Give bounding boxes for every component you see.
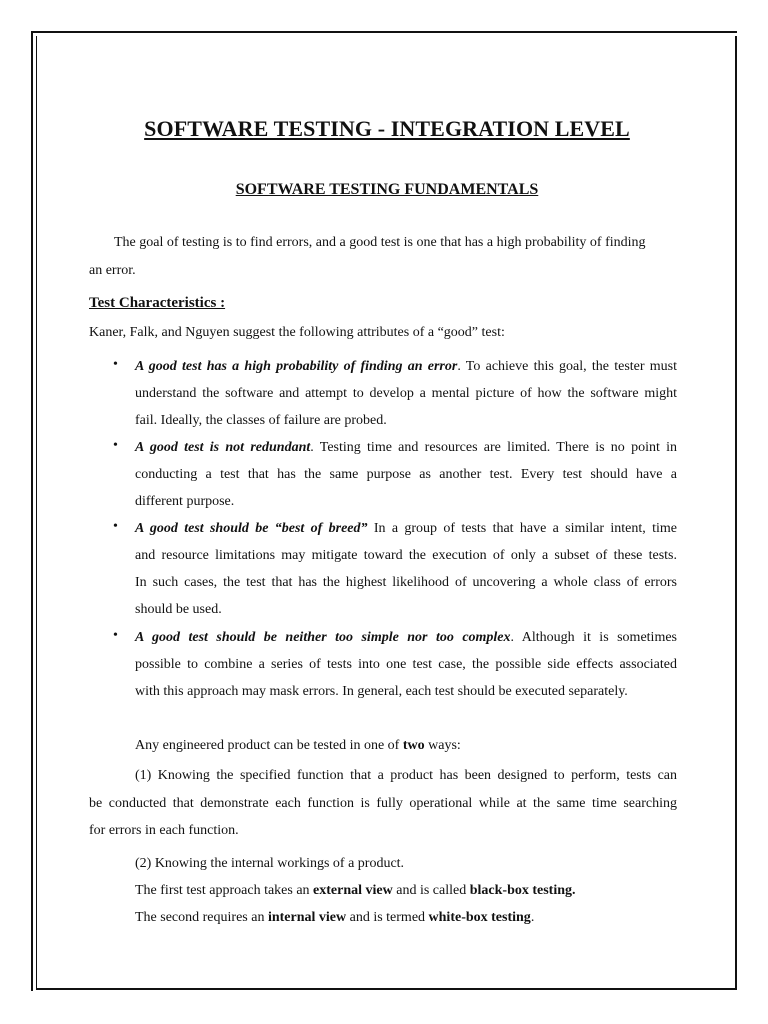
way-1-line-1: (1) Knowing the specified function that a product has been designed to perform, tests can	[135, 768, 677, 783]
bullet-4-line-3: with this approach may mask errors. In general, each test should be executed separately.	[135, 684, 628, 699]
bullet-3-line-1	[135, 520, 677, 538]
way-1-line-3: for errors in each function.	[89, 823, 239, 838]
bullet-icon: •	[113, 519, 118, 534]
bullet-3-line-4: should be used.	[135, 602, 222, 617]
way-1-line-2: be conducted that demonstrate each function is fully operational while at the same time searching	[89, 796, 677, 811]
second-approach-mid: and is termed	[346, 910, 429, 925]
external-view-term: external view	[313, 883, 393, 898]
test-characteristics-heading: Test Characteristics :	[89, 295, 226, 311]
bullet-1-line-1-rest: . To achieve this goal, the tester must	[457, 359, 678, 374]
kaner-intro-line: Kaner, Falk, and Nguyen suggest the following attributes of a “good” test:	[89, 325, 505, 340]
bullet-2-line-1-rest: . Testing time and resources are limited. There is no point in	[310, 440, 677, 455]
bullet-4-lead: A good test should be neither too simple nor too complex	[135, 630, 511, 645]
bullet-3-line-1-rest: In a group of tests that have a similar intent, time	[367, 521, 677, 536]
document-title: SOFTWARE TESTING - INTEGRATION LEVEL	[144, 116, 630, 141]
bullet-1-line-1	[135, 358, 677, 376]
internal-view-term: internal view	[267, 910, 347, 925]
bullet-3-lead: A good test should be “best of breed”	[135, 521, 368, 536]
second-approach-post: .	[530, 910, 535, 925]
ways-post: ways:	[424, 738, 461, 753]
ways-pre: Any engineered product can be tested in one of	[135, 738, 403, 753]
bullet-1-lead: A good test has a high probability of finding an error	[135, 359, 458, 374]
bullet-4-line-1	[135, 629, 677, 647]
black-box-term: black-box testing.	[469, 883, 576, 898]
bullet-3-line-3: In such cases, the test that has the highest likelihood of uncovering a whole class of errors	[135, 575, 677, 590]
first-approach-line	[135, 882, 576, 900]
first-approach-mid: and is called	[392, 883, 470, 898]
bullet-3-line-2: and resource limitations may mitigate toward the execution of only a subset of these tests.	[135, 548, 677, 563]
bullet-2-lead: A good test is not redundant	[135, 440, 311, 455]
second-approach-line	[135, 909, 534, 927]
bullet-1-line-3: fail. Ideally, the classes of failure are probed.	[135, 413, 387, 428]
bullet-2-line-2: conducting a test that has the same purpose as another test. Every test should have a	[135, 467, 677, 482]
intro-paragraph-line-2: an error.	[89, 263, 136, 278]
section-subtitle: SOFTWARE TESTING FUNDAMENTALS	[235, 181, 539, 198]
ways-bold: two	[402, 738, 425, 753]
way-2-line: (2) Knowing the internal workings of a product.	[135, 856, 405, 871]
bullet-icon: •	[113, 357, 118, 372]
bullet-4-line-2: possible to combine a series of tests into one test case, the possible side effects associated	[135, 657, 677, 672]
bullet-1-line-2: understand the software and attempt to develop a mental picture of how the software might	[135, 386, 677, 401]
bullet-icon: •	[113, 438, 118, 453]
bullet-4-line-1-rest: . Although it is sometimes	[510, 630, 677, 645]
bullet-2-line-1	[135, 439, 677, 457]
intro-paragraph-line-1: The goal of testing is to find errors, and a good test is one that has a high probability of finding	[114, 235, 646, 250]
second-approach-pre: The second requires an	[135, 910, 268, 925]
white-box-term: white-box testing	[428, 910, 531, 925]
first-approach-pre: The first test approach takes an	[135, 883, 314, 898]
page-border-inner	[36, 36, 737, 990]
bullet-icon: •	[113, 628, 118, 643]
ways-line	[135, 737, 461, 755]
bullet-2-line-3: different purpose.	[135, 494, 235, 509]
